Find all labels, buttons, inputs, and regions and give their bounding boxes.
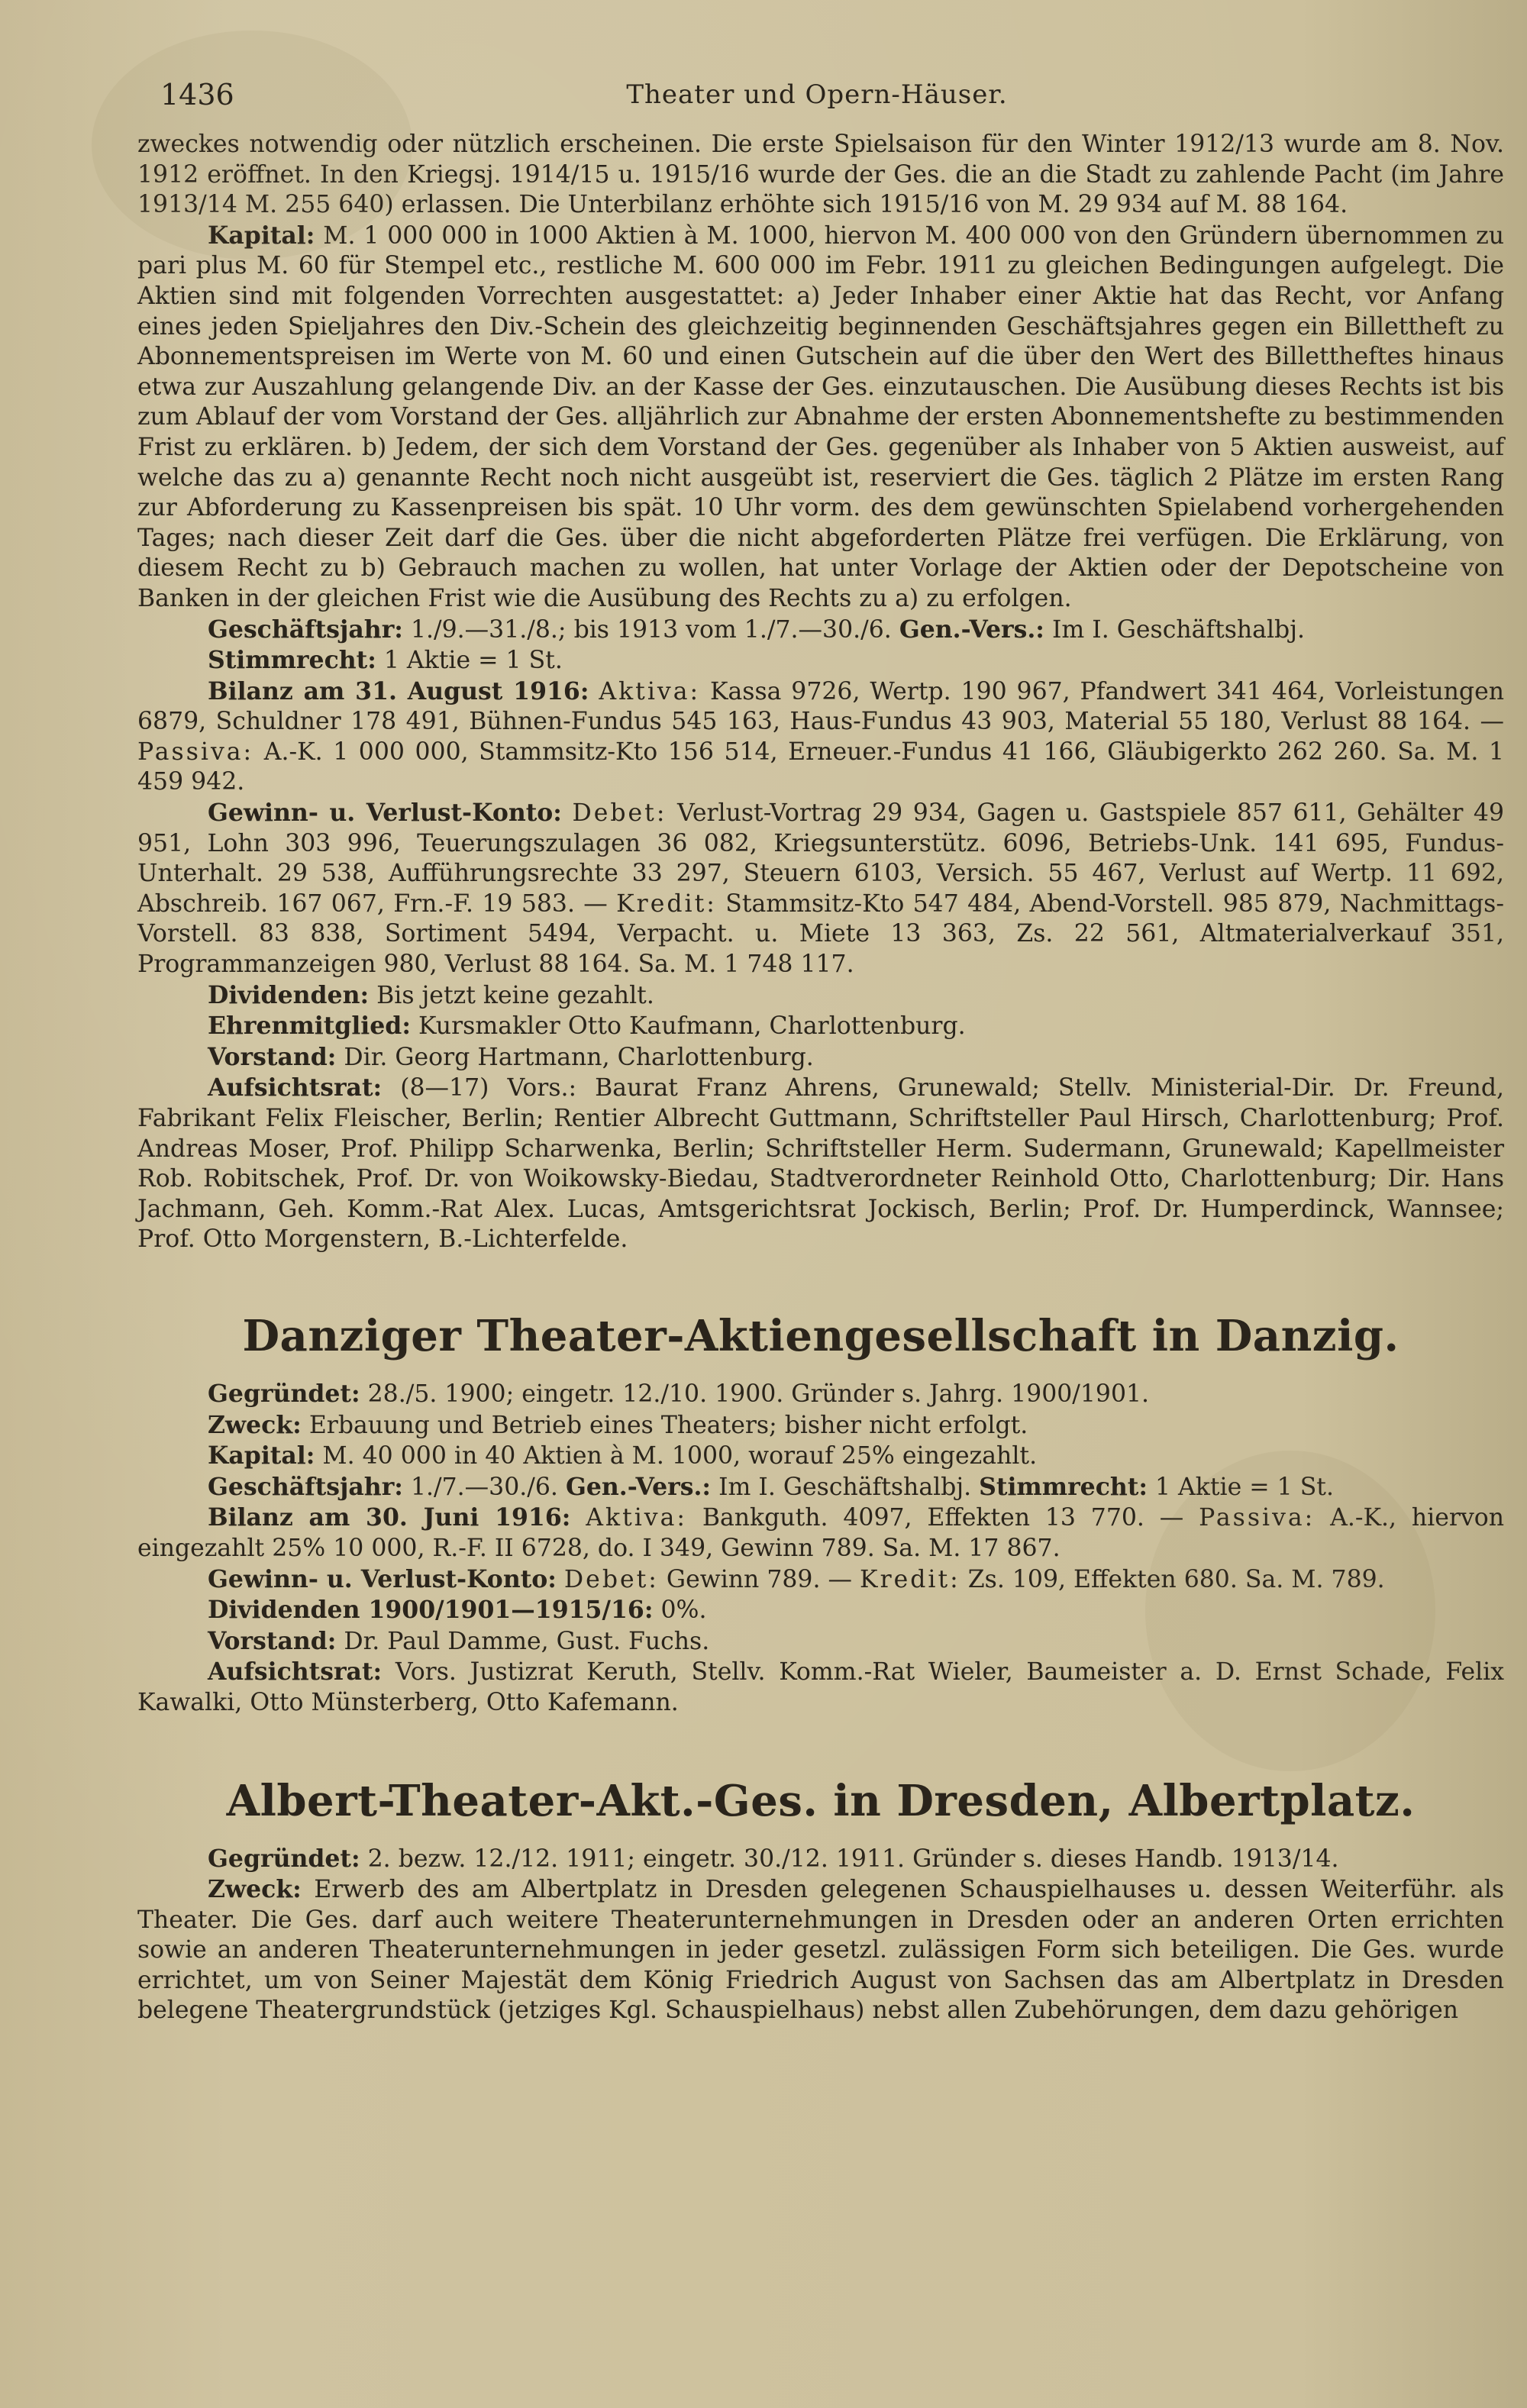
label-stimmrecht: Stimmrecht: <box>208 646 376 675</box>
label-aufsichtsrat: Aufsichtsrat: <box>208 1073 383 1102</box>
dividenden-text: 0%. <box>660 1596 707 1625</box>
paper-stain <box>92 31 412 260</box>
kapital-text: M. 1 000 000 in 1000 Aktien à M. 1000, hiervon M. 400 000 von den Gründern übernommen zu pari plus M. 60 für Stempel etc., restliche M. 600 000 im Febr. 1911 zu gleichen Bedingungen aufgelegt. Die Aktien sind mit folgenden Vorrechten ausgestattet: a) Jeder Inhaber einer Aktie hat das Recht, vor Anfang eines jeden Spieljahres den Div.-Schein des gleichzeitig beginnenden Geschäftsjahres gegen ein Billettheft zu Abonnementspreisen im Werte von M. 60 und einen Gutschein auf die über den Wert des Billettheftes hinaus etwa zur Auszahlung gelangende Div. an der Kasse der Ges. einzutauschen. Die Ausübung dieses Rechts ist bis zum Ablauf der vom Vorstand der Ges. alljährlich zur Abnahme der ersten Abonnementshefte zu bestimmenden Frist zu erklären. b) Jedem, der sich dem Vorstand der Ges. gegenüber als Inhaber von 5 Aktien ausweist, auf welche das zu a) genannte Recht noch nicht ausgeübt ist, reserviert die Ges. täglich 2 Plätze im ersten Rang zur Abforderung zu Kassenpreisen bis spät. 10 Uhr vorm. des dem gewünschten Spielabend vorhergehenden Tages; nach dieser Zeit darf die Ges. über die nicht abgeforderten Plätze frei verfügen. Die Erklärung, von diesem Recht zu b) Gebrauch machen zu wollen, hat unter Vorlage der Aktien oder der Depotscheine von Banken in der gleichen Frist wie die Ausübung des Rechts zu a) zu erfolgen. <box>137 221 1505 612</box>
stimmrecht-text: 1 Aktie = 1 St. <box>383 647 563 675</box>
entry-gegruendet <box>137 1844 1504 1875</box>
label-vorstand: Vorstand: <box>208 1042 337 1071</box>
label-ehrenmitglied: Ehrenmitglied: <box>208 1012 411 1041</box>
aktiva-text: Bankguth. 4097, Effekten 13 770. — <box>702 1504 1184 1532</box>
aktiva-word: Aktiva: <box>586 1504 687 1532</box>
label-gen-vers: Gen.-Vers.: <box>899 615 1044 644</box>
page-number: 1436 <box>160 78 234 111</box>
entry-gewinn-verlust <box>137 798 1504 980</box>
aktiva-text: Kassa 9726, Wertp. 190 967, Pfandwert 341 464, Vorleistungen 6879, Schuldner 178 491, Bühnen-Fundus 545 163, Haus-Fundus 43 903, Material 55 180, Verlust 88 164. — <box>137 677 1504 736</box>
section-albert-theater <box>137 1844 1504 2027</box>
label-geschaeftsjahr: Geschäftsjahr: <box>208 615 403 644</box>
debet-text: Verlust-Vortrag 29 934, Gagen u. Gastspiele 857 611, Gehälter 49 951, Lohn 303 996, Teuerungszulagen 36 082, Kriegsunterstütz. 6096, Betriebs-Unk. 141 695, Fundus-Unterhalt. 29 538, Aufführungsrechte 33 297, Steuern 6103, Versich. 55 467, Verlust auf Wertp. 11 692, Abschreib. 167 067, Frn.-F. 19 583. — <box>137 799 1505 918</box>
entry-zweck <box>137 1410 1504 1441</box>
entry-kapital <box>137 221 1504 615</box>
kredit-text: Stammsitz-Kto 547 484, Abend-Vorstell. 985 879, Nachmittags-Vorstell. 83 838, Sortiment 5494, Verpacht. u. Miete 13 363, Zs. 22 561, Altmaterialverkauf 351, Programmanzeigen 980, Verlust 88 164. Sa. M. 1 748 117. <box>137 889 1504 979</box>
label-zweck: Zweck: <box>208 1410 302 1439</box>
aktiva-word: Aktiva: <box>599 677 701 705</box>
passiva-text: A.-K. 1 000 000, Stammsitz-Kto 156 514, Erneuer.-Fundus 41 166, Gläubigerkto 262 260. Sa. M. 1 459 942. <box>137 738 1505 796</box>
label-stimmrecht: Stimmrecht: <box>979 1472 1148 1501</box>
label-bilanz: Bilanz am 30. Juni 1916: <box>208 1503 571 1532</box>
label-kapital: Kapital: <box>208 221 315 250</box>
label-gegruendet: Gegründet: <box>208 1844 360 1873</box>
passiva-word: Passiva: <box>1199 1504 1316 1532</box>
label-kapital: Kapital: <box>208 1441 315 1470</box>
paper-stain <box>1145 1451 1435 1771</box>
aufsichtsrat-text: (8—17) Vors.: Baurat Franz Ahrens, Grunewald; Stellv. Ministerial-Dir. Dr. Freund, Fabrikant Felix Fleischer, Berlin; Rentier Albrecht Guttmann, Schriftsteller Paul Hirsch, Charlottenburg; Prof. Andreas Moser, Prof. Philipp Scharwenka, Berlin; Schriftsteller Herm. Sudermann, Grunewald; Kapellmeister Rob. Robitschek, Prof. Dr. von Woikowsky-Biedau, Stadtverordneter Reinhold Otto, Charlottenburg; Dir. Hans Jachmann, Geh. Komm.-Rat Alex. Lucas, Amtsgerichtsrat Jockisch, Berlin; Prof. Dr. Humperdinck, Wannsee; Prof. Otto Morgenstern, B.-Lichterfelde. <box>137 1074 1504 1254</box>
label-gegruendet: Gegründet: <box>208 1379 360 1408</box>
entry-stimmrecht <box>137 645 1504 676</box>
entry-gegruendet <box>137 1379 1504 1410</box>
kredit-word: Kredit: <box>616 889 717 918</box>
kredit-word: Kredit: <box>860 1565 960 1593</box>
ehrenmitglied-text: Kursmakler Otto Kaufmann, Charlottenburg. <box>418 1012 966 1041</box>
label-geschaeftsjahr: Geschäftsjahr: <box>208 1472 403 1501</box>
gen-vers-text: Im I. Geschäftshalbj. <box>1051 615 1305 644</box>
label-zweck: Zweck: <box>208 1875 302 1904</box>
company-title-albert-theater: Albert-Theater-Akt.-Ges. in Dresden, Albertplatz. <box>226 1775 1416 1826</box>
dividenden-text: Bis jetzt keine gezahlt. <box>376 981 654 1009</box>
kredit-text: Zs. 109, Effekten 680. Sa. M. 789. <box>967 1565 1385 1593</box>
section-berlin-theater <box>137 130 1504 1255</box>
gegruendet-text: 28./5. 1900; eingetr. 12./10. 1900. Gründer s. Jahrg. 1900/1901. <box>367 1380 1150 1408</box>
label-gen-vers: Gen.-Vers.: <box>565 1472 712 1501</box>
entry-zweck <box>137 1874 1504 2026</box>
zweck-text: Erbauung und Betrieb eines Theaters; bisher nicht erfolgt. <box>308 1411 1028 1439</box>
label-aufsichtsrat: Aufsichtsrat: <box>208 1658 383 1687</box>
label-vorstand: Vorstand: <box>208 1626 337 1655</box>
geschaeftsjahr-text: 1./9.—31./8.; bis 1913 vom 1./7.—30./6. <box>410 615 892 644</box>
entry-ehrenmitglied <box>137 1011 1504 1042</box>
debet-word: Debet: <box>572 799 667 828</box>
stimmrecht-text: 1 Aktie = 1 St. <box>1154 1473 1334 1501</box>
running-title: Theater und Opern-Häuser. <box>626 79 1008 110</box>
kapital-text: M. 40 000 in 40 Aktien à M. 1000, worauf 25% eingezahlt. <box>322 1442 1038 1470</box>
label-dividenden: Dividenden: <box>208 980 370 1009</box>
entry-bilanz <box>137 676 1504 798</box>
geschaeftsjahr-text: 1./7.—30./6. <box>410 1473 558 1501</box>
aufsichtsrat-text: Vors. Justizrat Keruth, Stellv. Komm.-Rat Wieler, Baumeister a. D. Ernst Schade, Felix Kawalki, Otto Münsterberg, Otto Kafemann. <box>137 1658 1504 1716</box>
intro-text: zweckes notwendig oder nützlich erscheinen. Die erste Spielsaison für den Winter 1912/13 wurde am 8. Nov. 1912 eröffnet. In den Kriegsj. 1914/15 u. 1915/16 wurde der Ges. die an die Stadt zu zahlende Pacht (im Jahre 1913/14 M. 255 640) erlassen. Die Unterbilanz erhöhte sich 1915/16 von M. 29 934 auf M. 88 164. <box>137 131 1504 219</box>
entry-aufsichtsrat <box>137 1073 1504 1255</box>
debet-word: Debet: <box>563 1565 659 1593</box>
gegruendet-text: 2. bezw. 12./12. 1911; eingetr. 30./12. 1911. Gründer s. dieses Handb. 1913/14. <box>367 1845 1339 1873</box>
label-dividenden: Dividenden 1900/1901—1915/16: <box>208 1596 654 1625</box>
entry-geschaeftsjahr <box>137 615 1504 646</box>
label-gewinn-verlust: Gewinn- u. Verlust-Konto: <box>208 799 562 828</box>
gen-vers-text: Im I. Geschäftshalbj. <box>718 1473 972 1501</box>
zweck-text: Erwerb des am Albertplatz in Dresden gelegenen Schauspielhauses u. dessen Weiterführ. als Theater. Die Ges. darf auch weitere Theaterunternehmungen in Dresden oder an anderen Orten errichten sowie an anderen Theaterunternehmungen in jeder gesetzl. zulässigen Form sich beteiligen. Die Ges. wurde errichtet, um von Seiner Majestät dem König Friedrich August von Sachsen das am Albertplatz in Dresden belegene Theatergrundstück (jetziges Kgl. Schauspielhaus) nebst allen Zubehörungen, dem dazu gehörigen <box>137 1876 1504 2025</box>
label-gewinn-verlust: Gewinn- u. Verlust-Konto: <box>208 1564 557 1593</box>
debet-text: Gewinn 789. — <box>666 1565 853 1593</box>
entry-vorstand <box>137 1042 1504 1073</box>
vorstand-text: Dr. Paul Damme, Gust. Fuchs. <box>344 1627 710 1655</box>
vorstand-text: Dir. Georg Hartmann, Charlottenburg. <box>344 1043 814 1071</box>
label-bilanz: Bilanz am 31. August 1916: <box>208 676 589 705</box>
passiva-word: Passiva: <box>137 738 254 766</box>
passiva-text: A.-K., hiervon eingezahlt 25% 10 000, R.-F. II 6728, do. I 349, Gewinn 789. Sa. M. 17 867. <box>137 1504 1504 1562</box>
entry-dividenden <box>137 980 1504 1012</box>
company-title-danzig: Danziger Theater-Aktiengesellschaft in Danzig. <box>242 1310 1399 1361</box>
running-head <box>130 76 1504 130</box>
